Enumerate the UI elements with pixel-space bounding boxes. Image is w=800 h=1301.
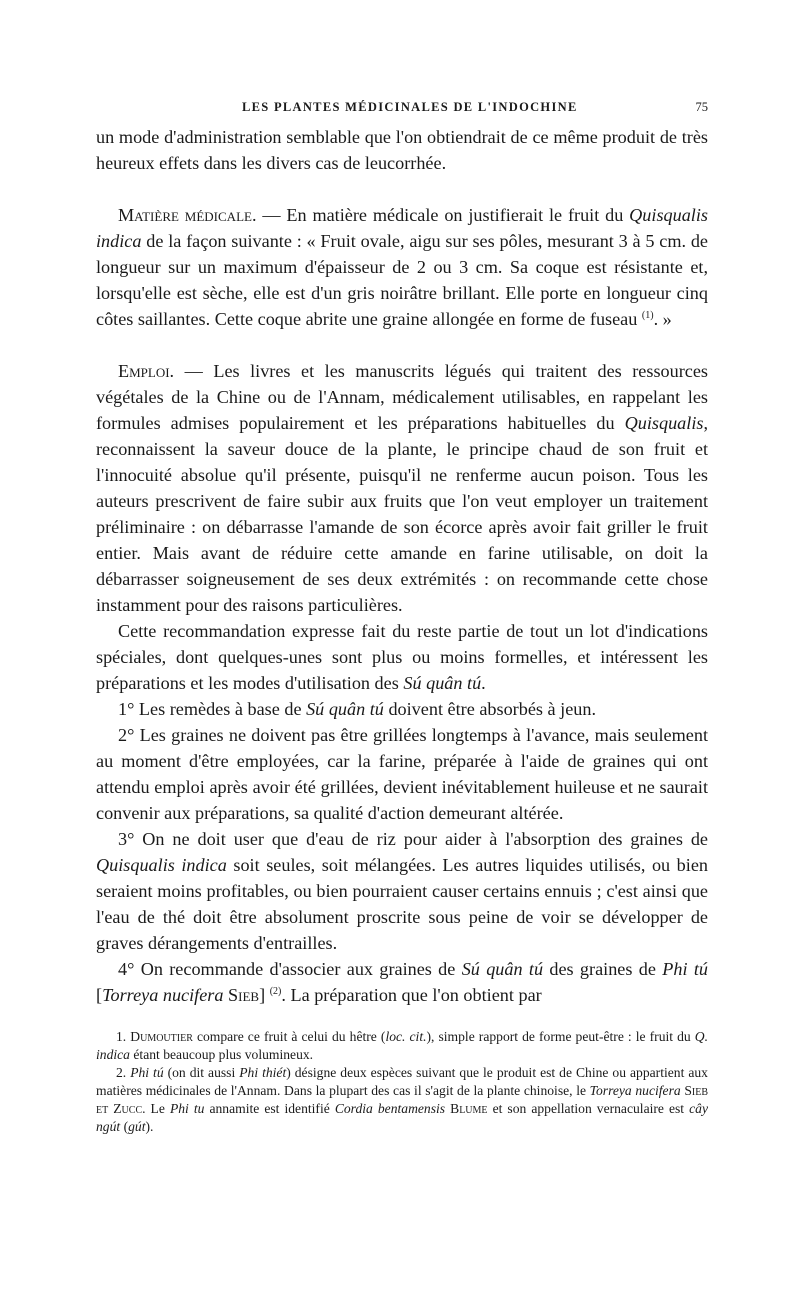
taxon: Quisqualis	[624, 413, 704, 433]
taxon: Torreya nucifera	[102, 985, 224, 1005]
footnotes	[96, 1028, 708, 1136]
footnote-ref-2[interactable]: (2)	[269, 985, 282, 997]
page	[96, 84, 708, 1136]
term: Sú quân tú	[306, 699, 384, 719]
taxon: Quisqualis indica	[96, 205, 708, 251]
body-text	[96, 124, 708, 1008]
term: Phi tú	[662, 959, 709, 979]
rule-2: 2° Les graines ne doivent pas être grillées longtemps à l'avance, mais seulement au moment d'être employées, car la farine, préparée à l'aide de graines qui ont attendu emploi après avoir été grillées, devient inévitablement huileuse et ne saurait convenir aux préparations, sa qualité d'action demeurant altérée.	[96, 725, 708, 823]
footnote-ref-1[interactable]: (1)	[641, 309, 654, 321]
recommendation-paragraph: Cette recommandation expresse fait du reste partie de tout un lot d'indications spéciales, dont quelques-unes sont plus ou moins formelles, et intéressent les préparations et les modes d'utilisation des Sú quân tú.	[96, 621, 708, 693]
section-heading-emploi: Emploi.	[118, 361, 175, 381]
author: Sieb	[228, 985, 260, 1005]
running-head	[96, 84, 708, 124]
rule-3: 3° On ne doit user que d'eau de riz pour aider à l'absorption des graines de Quisqualis indica soit seules, soit mélangées. Les autres liquides utilisés, ou bien seraient moins profitables, ou bien pourraient causer certains ennuis ; c'est ainsi que l'eau de thé doit être absolument proscrite sous peine de voir se développer de graves dérangements d'entrailles.	[96, 829, 708, 953]
section-heading-matiere: Matière médicale.	[118, 205, 257, 225]
running-title: LES PLANTES MÉDICINALES DE L'INDOCHINE	[242, 100, 578, 114]
rule-4: 4° On recommande d'associer aux graines de Sú quân tú des graines de Phi tú [Torreya nucifera Sieb] $^{(2)}$. La préparation que l'on obtient par	[96, 959, 709, 1005]
term: Sú quân tú	[403, 673, 482, 693]
taxon: Quisqualis indica	[96, 855, 227, 875]
matiere-medicale-paragraph: Matière médicale. — En matière médicale on justifierait le fruit du Quisqualis indica de la façon suivante : « Fruit ovale, aigu sur ses pôles, mesurant 3 à 5 cm. de longueur sur un maximum d'épaisseur de 2 ou 3 cm. Sa coque est résistante et, lorsqu'elle est sèche, elle est d'un gris noirâtre brillant. Elle porte en longueur cinq côtes saillantes. Cette coque abrite une graine allongée en forme de fuseau $^{(1)}$. »	[96, 205, 708, 329]
footnote-2: 2. Phi tú (on dit aussi Phi thiét) désigne deux espèces suivant que le produit est de Chine ou appartient aux matières médicinales de l'Annam. Dans la plupart des cas il s'agit de la plante chinoise, le Torreya nucifera Sieb et Zucc. Le Phi tu annamite est identifié Cordia bentamensis Blume et son appellation vernaculaire est cây ngút (gút).	[96, 1065, 709, 1134]
rule-1: 1° Les remèdes à base de Sú quân tú doivent être absorbés à jeun.	[118, 699, 597, 719]
term: Sú quân tú	[461, 959, 544, 979]
footnote-1: 1. Dumoutier compare ce fruit à celui du hêtre (loc. cit.), simple rapport de forme peut-être : le fruit du Q. indica étant beaucoup plus volumineux.	[96, 1029, 709, 1062]
author: Dumoutier	[130, 1029, 193, 1044]
emploi-paragraph: Emploi. — Les livres et les manuscrits légués qui traitent des ressources végétales de la Chine ou de l'Annam, médicalement utilisables, en rappelant les formules admises populairement et les préparations habituelles du Quisqualis, reconnaissent la saveur douce de la plante, le principe chaud de son fruit et l'innocuité absolue qu'il présente, puisqu'il ne renferme aucun poison. Tous les auteurs prescrivent de faire subir aux fruits que l'on veut employer un traitement préliminaire : on débarrasse l'amande de son écorce après avoir fait griller le fruit entier. Mais avant de réduire cette amande en farine utilisable, on doit la débarrasser soigneusement de ses deux extrémités : on recommande cette chose instamment pour des raisons particulières.	[96, 361, 708, 615]
continuation-paragraph: un mode d'administration semblable que l'on obtiendrait de ce même produit de très heureux effets dans les divers cas de leucorrhée.	[96, 127, 708, 173]
page-number: 75	[695, 100, 708, 114]
